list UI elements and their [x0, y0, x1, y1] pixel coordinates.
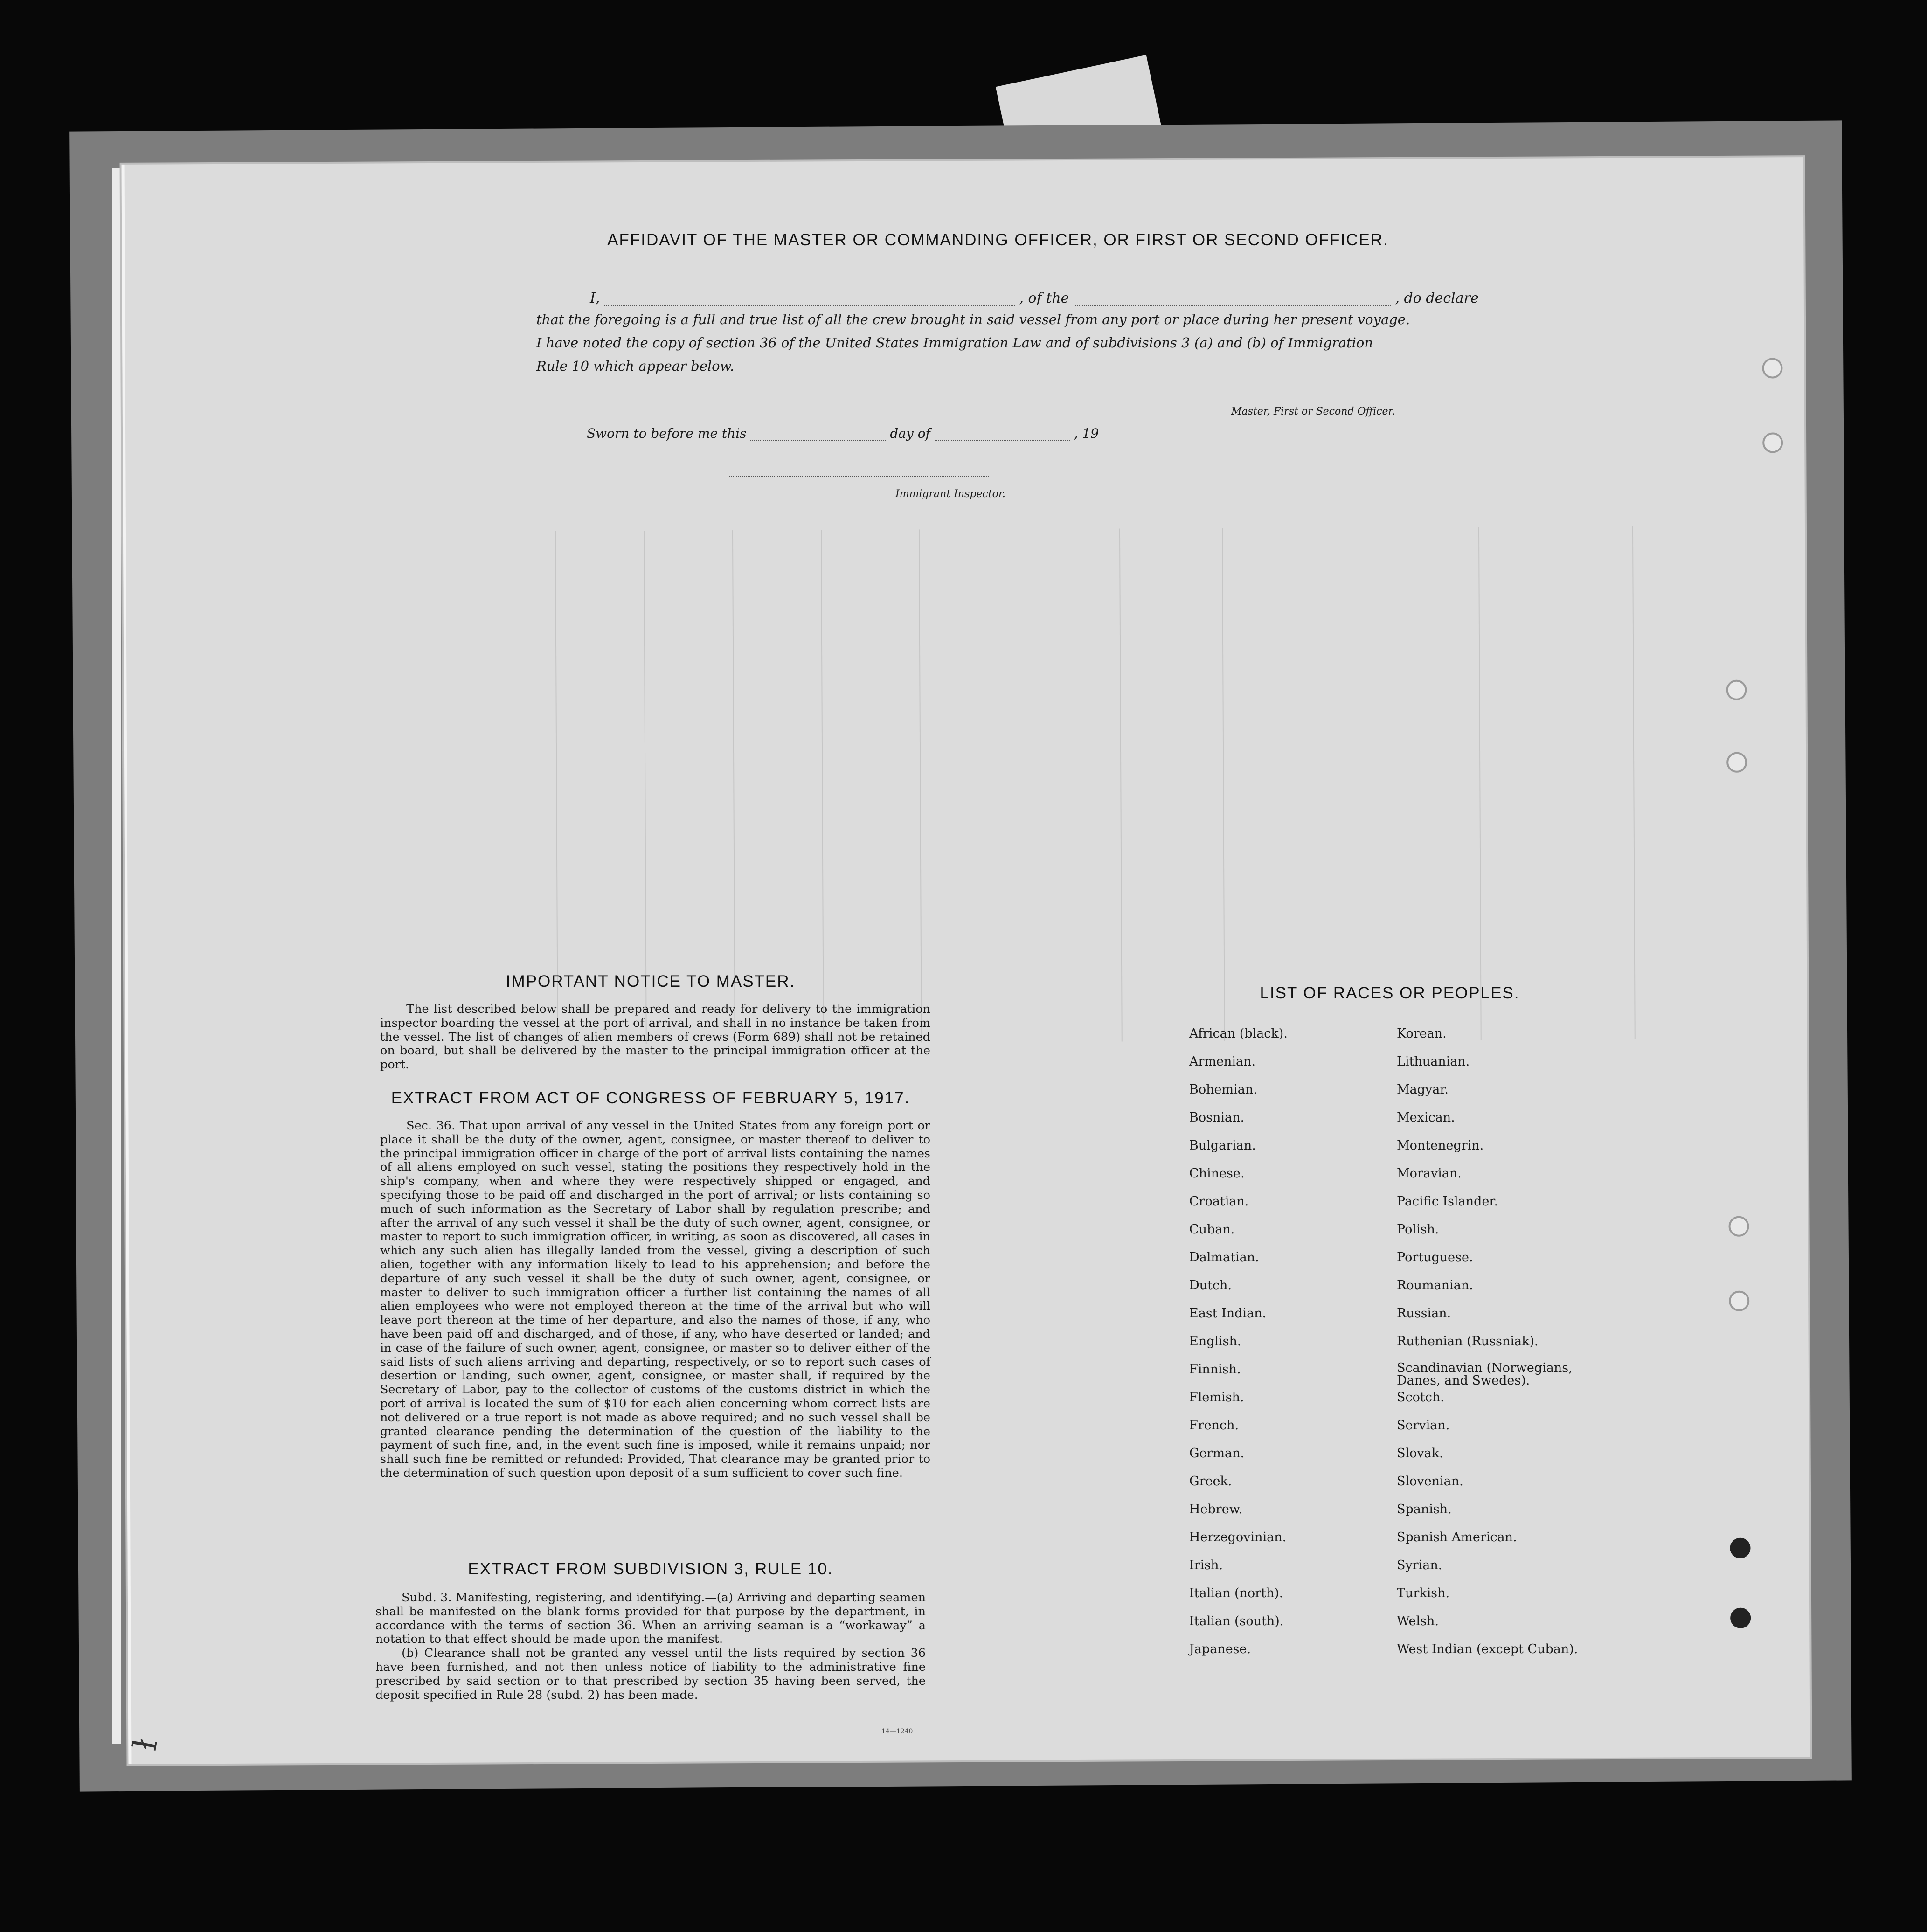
act-extract-body [380, 1119, 930, 1481]
races-right-column [1397, 1026, 1602, 1669]
race-item: Hebrew. [1189, 1502, 1243, 1517]
race-item: German. [1189, 1446, 1245, 1461]
race-item: Montenegrin. [1397, 1138, 1484, 1153]
rule-extract-body [375, 1591, 926, 1702]
page-edge [112, 168, 121, 1744]
race-item: Ruthenian (Russniak). [1397, 1334, 1539, 1349]
handwritten-mark: ł [125, 1736, 165, 1753]
bleed-rule [1222, 528, 1225, 1041]
rule-extract-title: EXTRACT FROM SUBDIVISION 3, RULE 10. [468, 1560, 833, 1578]
race-item: Mexican. [1397, 1110, 1455, 1125]
sworn-year-label: , 19 [1074, 426, 1099, 441]
punch-hole [1726, 752, 1747, 773]
race-item: Irish. [1189, 1558, 1223, 1572]
affidavit-line-4: Rule 10 which appear below. [536, 358, 735, 374]
race-item: Magyar. [1397, 1082, 1449, 1097]
race-item: East Indian. [1189, 1306, 1267, 1321]
race-item: Slovak. [1397, 1446, 1443, 1461]
race-item: Chinese. [1189, 1166, 1245, 1181]
punch-hole [1730, 1538, 1750, 1558]
race-item: Dalmatian. [1189, 1250, 1259, 1265]
race-item: Flemish. [1189, 1390, 1244, 1405]
punch-hole [1729, 1291, 1749, 1311]
race-item: Scotch. [1397, 1390, 1444, 1405]
sworn-day-label: day of [890, 426, 930, 441]
race-item: Armenian. [1189, 1054, 1256, 1069]
race-item: Welsh. [1397, 1614, 1439, 1628]
races-left-column [1189, 1026, 1366, 1669]
race-item: Roumanian. [1397, 1278, 1473, 1293]
race-item: Lithuanian. [1397, 1054, 1470, 1069]
race-item: Greek. [1189, 1474, 1232, 1489]
declarant-label: I, [590, 290, 600, 306]
form-number: 14—1240 [881, 1728, 913, 1735]
inspector-signature-field[interactable] [728, 466, 989, 477]
sworn-prefix: Sworn to before me this [587, 426, 747, 441]
punch-hole [1762, 358, 1782, 378]
race-item: Spanish. [1397, 1502, 1452, 1517]
bleed-rule [1478, 527, 1482, 1040]
bleed-rule [555, 531, 558, 1044]
inspector-label: Immigrant Inspector. [895, 488, 1005, 500]
race-item: Korean. [1397, 1026, 1447, 1041]
bleed-rule [644, 531, 647, 1044]
race-item: African (black). [1189, 1026, 1288, 1041]
race-item: Japanese. [1189, 1642, 1251, 1656]
race-item: Cuban. [1189, 1222, 1235, 1237]
race-item: Polish. [1397, 1222, 1439, 1237]
affidavit-declaration-line [536, 290, 1479, 306]
declare-label: , do declare [1395, 290, 1479, 306]
race-item: Servian. [1397, 1418, 1450, 1433]
race-item: Moravian. [1397, 1166, 1462, 1181]
race-item: Slovenian. [1397, 1474, 1463, 1489]
bleed-rule [1119, 529, 1123, 1042]
officer-signature-label: Master, First or Second Officer. [1231, 406, 1395, 417]
race-item: Italian (south). [1189, 1614, 1284, 1628]
bleed-rule [1632, 526, 1636, 1039]
race-item: Scandinavian (Norwegians, Danes, and Swedes). [1397, 1361, 1573, 1388]
rule-extract-paragraph-b: (b) Clearance shall not be granted any vessel until the lists required by section 36 have been furnished, and not then unless notice of liability to the administrative fine prescribed by said section or to that prescribed by section 35 having been served, the deposit specified in Rule 28 (subd. 2) has been made. [375, 1646, 926, 1702]
bleed-rule [732, 530, 735, 1043]
race-item: Croatian. [1189, 1194, 1249, 1209]
race-item: Finnish. [1189, 1362, 1241, 1377]
race-item: Pacific Islander. [1397, 1194, 1498, 1209]
vessel-label: , of the [1019, 290, 1069, 306]
notice-paragraph: The list described below shall be prepared and ready for delivery to the immigration inspector boarding the vessel at the port of arrival, and shall in no instance be taken from the vessel. The list of changes of alien members of crews (Form 689) shall not be retained on board, but shall be delivered by the master to the principal immigration officer at the port. [380, 1002, 930, 1072]
bleed-rule [821, 530, 824, 1043]
race-item: French. [1189, 1418, 1239, 1433]
race-item: Dutch. [1189, 1278, 1232, 1293]
race-item: Bosnian. [1189, 1110, 1245, 1125]
rule-extract-paragraph-a: Subd. 3. Manifesting, registering, and identifying.—(a) Arriving and departing seamen shall be manifested on the blank forms provided for that purpose by the department, in accordance with the terms of section 36. When an arriving seaman is a “workaway” a notation to that effect should be made upon the manifest. [375, 1591, 926, 1647]
affidavit-title: AFFIDAVIT OF THE MASTER OR COMMANDING OFFICER, OR FIRST OR SECOND OFFICER. [607, 231, 1389, 249]
affidavit-line-3: I have noted the copy of section 36 of the United States Immigration Law and of subdivisions 3 (a) and (b) of Immigration [536, 335, 1373, 351]
notice-body [380, 1003, 930, 1072]
race-item: Portuguese. [1397, 1250, 1473, 1265]
race-item: Bulgarian. [1189, 1138, 1256, 1153]
race-item: Turkish. [1397, 1586, 1450, 1600]
act-extract-title: EXTRACT FROM ACT OF CONGRESS OF FEBRUARY 5, 1917. [391, 1089, 910, 1107]
sworn-day-field[interactable] [750, 440, 886, 441]
races-title: LIST OF RACES OR PEOPLES. [1260, 984, 1520, 1002]
race-item: Herzegovinian. [1189, 1530, 1287, 1544]
punch-hole [1728, 1216, 1749, 1237]
affidavit-line-2: that the foregoing is a full and true list of all the crew brought in said vessel from any port or place during her present voyage. [536, 312, 1410, 327]
vessel-name-field[interactable] [1074, 305, 1391, 306]
notice-title: IMPORTANT NOTICE TO MASTER. [506, 972, 796, 990]
race-item: Bohemian. [1189, 1082, 1257, 1097]
race-item: English. [1189, 1334, 1241, 1349]
sworn-month-field[interactable] [935, 440, 1070, 441]
declarant-name-field[interactable] [604, 305, 1015, 306]
punch-hole [1730, 1608, 1751, 1628]
act-extract-paragraph: Sec. 36. That upon arrival of any vessel in the United States from any foreign port or place it shall be the duty of the owner, agent, consignee, or master thereof to deliver to the principal immigration officer in charge of the port of arrival lists containing the names of all aliens employed on such vessel, stating the positions they respectively hold in the ship's company, when and where they were respectively shipped or engaged, and specifying those to be paid off and discharged in the port of arrival; or lists containing so much of such information as the Secretary of Labor shall by regulation prescribe; and after the arrival of any such vessel it shall be the duty of such owner, agent, consignee, or master to report to such immigration officer, in writing, as soon as discovered, all cases in which any such alien has illegally landed from the vessel, giving a description of such alien, together with any information likely to lead to his apprehension; and before the departure of any such vessel it shall be the duty of such owner, agent, consignee, or master to deliver to such immigration officer a further list containing the names of all alien employees who were not employed thereon at the time of the arrival but who will leave port thereon at the time of her departure, and also the names of those, if any, who have been paid off and discharged, and of those, if any, who have deserted or landed; and in case of the failure of such owner, agent, consignee, or master so to deliver either of the said lists of such aliens arriving and departing, respectively, or so to report such cases of desertion or landing, such owner, agent, consignee, or master shall, if required by the Secretary of Labor, pay to the collector of customs of the customs district in which the port of arrival is located the sum of $10 for each alien concerning whom correct lists are not delivered or a true report is not made as above required; and no such vessel shall be granted clearance pending the determination of the question of the liability to the payment of such fine, and, in the event such fine is imposed, while it remains unpaid; nor shall such fine be remitted or refunded: Provided, That clearance may be granted prior to the determination of such question upon deposit of a sum sufficient to cover such fine. [380, 1119, 930, 1480]
bleed-rule [919, 529, 922, 1042]
punch-hole [1762, 432, 1783, 453]
race-item: Syrian. [1397, 1558, 1442, 1572]
race-item: West Indian (except Cuban). [1397, 1642, 1578, 1656]
sworn-line [587, 426, 1099, 441]
race-item: Italian (north). [1189, 1586, 1283, 1600]
punch-hole [1726, 680, 1747, 700]
race-item: Russian. [1397, 1306, 1451, 1321]
race-item: Spanish American. [1397, 1530, 1517, 1544]
